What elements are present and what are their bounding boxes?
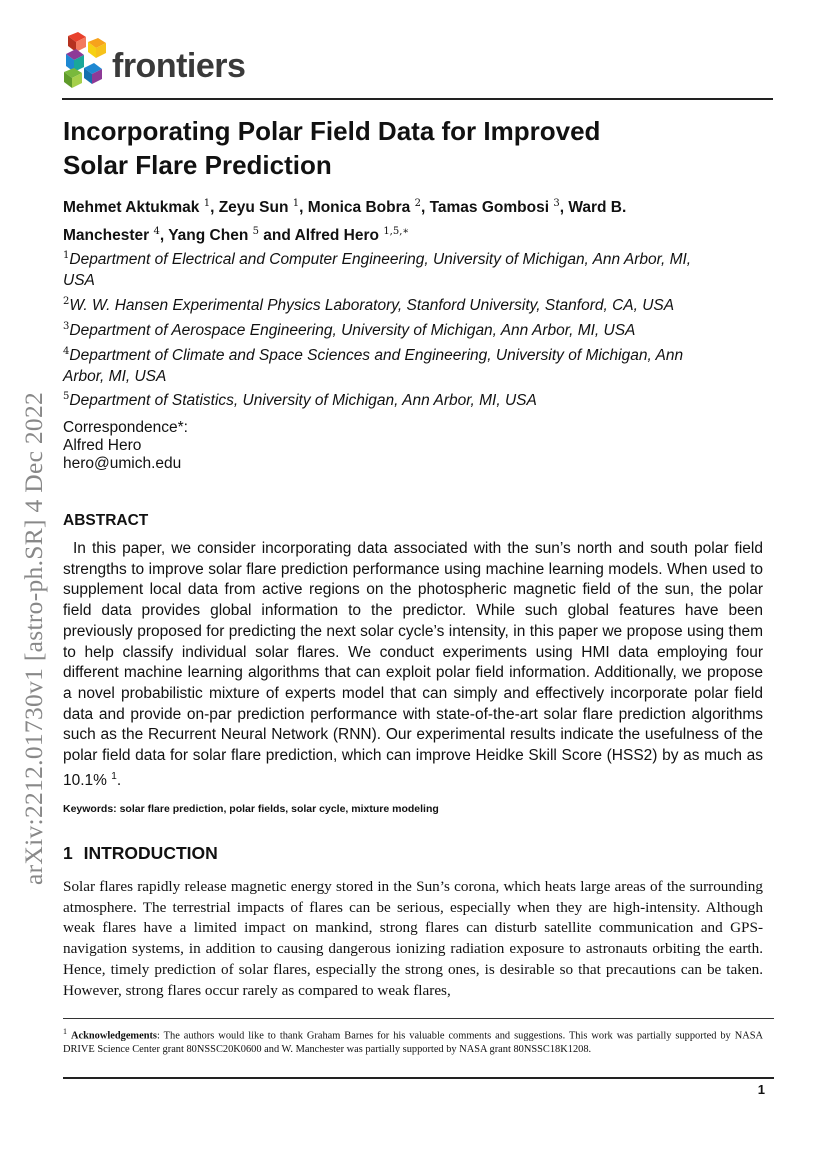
title-line-2: Solar Flare Prediction (63, 150, 332, 180)
arxiv-stamp: arXiv:2212.01730v1 [astro-ph.SR] 4 Dec 2022 (19, 391, 48, 885)
header-divider (62, 98, 773, 100)
footnote-marker[interactable]: 1 (111, 770, 117, 782)
footer-divider (63, 1077, 774, 1079)
author: Tamas Gombosi $^3$, (429, 198, 569, 217)
affiliation: $^4$Department of Climate and Space Sciences and Engineering, University of Michigan, Ann Arbor, MI, USA (63, 345, 684, 385)
page-number: 1 (757, 1082, 765, 1097)
footnote-divider (63, 1018, 774, 1019)
correspondence-block (63, 419, 188, 473)
affiliation: $^2$W. W. Hansen Experimental Physics Laboratory, Stanford University, Stanford, CA, USA (63, 295, 675, 314)
author: Monica Bobra $^2$, (307, 198, 430, 217)
author: Ward B. Manchester $^4$, (63, 199, 627, 245)
correspondence-email[interactable]: hero@umich.edu (63, 455, 182, 472)
affiliation: $^1$Department of Electrical and Computer Engineering, University of Michigan, Ann Arbor, MI, USA (63, 250, 692, 289)
affiliation: $^5$Department of Statistics, University of Michigan, Ann Arbor, MI, USA (63, 391, 537, 410)
author: Yang Chen $^5$ and (168, 226, 295, 245)
frontiers-wordmark: frontiers (112, 47, 246, 85)
affiliation: $^3$Department of Aerospace Engineering, University of Michigan, Ann Arbor, MI, USA (63, 320, 636, 339)
correspondence-label: Correspondence*: (63, 419, 188, 436)
author: Zeyu Sun $^1$, (218, 198, 308, 217)
introduction-text: Solar flares rapidly release magnetic energy stored in the Sun’s corona, which heats large areas of the surrounding atmosphere. The terrestrial impacts of flares can be serious, especially when they are high-intensity. Although weak flares have a limited impact on mankind, strong flares can disturb satellite communication and GPS-navigation systems, in addition to causing dangerous ionizing radiation exposure to astronauts orbiting the earth. Hence, timely prediction of solar flares, especially the strong ones, is desirable so that precautions can be taken. However, strong flares occur rarely as compared to weak flares, (63, 878, 763, 999)
footnote: $^1$ Acknowledgements: The authors would like to thank Graham Barnes for his valuable comments and suggestions. This work was partially supported by NASA DRIVE Science Center grant 80NSSC20K0600 and W. Manchester was partially supported by NASA grant 80NSSC18K1208. (63, 1027, 763, 1055)
section-heading-introduction: 1 INTRODUCTION (63, 843, 218, 863)
abstract-text: In this paper, we consider incorporating data associated with the sun’s north and south polar field strengths to improve solar flare prediction performance using machine learning models. When used to supplement local data from active regions on the photospheric magnetic field of the sun, the polar field data provides global information to the predictor. While such global features have been previously proposed for predicting the next solar cycle’s intensity, in this paper we propose using them to help classify individual solar flares. We conduct experiments using HMI data employing four different machine learning algorithms that can exploit polar field information. Additionally, we propose a novel probabilistic mixture of experts model that can simply and effectively incorporate polar field data and provide on-par prediction performance with state-of-the-art solar flare prediction algorithms such as the Recurrent Neural Network (RNN). Our experimental results indicate the usefulness of the polar field data for solar flare prediction, which can improve Heidke Skill Score (HSS2) by as much as 10.1% $^1$. (63, 540, 763, 789)
author-list (63, 192, 703, 248)
frontiers-cubes-icon (62, 32, 110, 90)
keywords: Keywords: solar flare prediction, polar fields, solar cycle, mixture modeling (63, 803, 439, 815)
correspondence-name: Alfred Hero (63, 437, 142, 454)
affiliation-list (63, 246, 703, 412)
abstract-heading: ABSTRACT (63, 512, 149, 529)
author: Mehmet Aktukmak $^1$, (63, 198, 219, 217)
author: Alfred Hero $^{1,5,∗}$ (294, 226, 410, 245)
title-line-1: Incorporating Polar Field Data for Improved (63, 116, 601, 146)
paper-title (63, 114, 683, 182)
